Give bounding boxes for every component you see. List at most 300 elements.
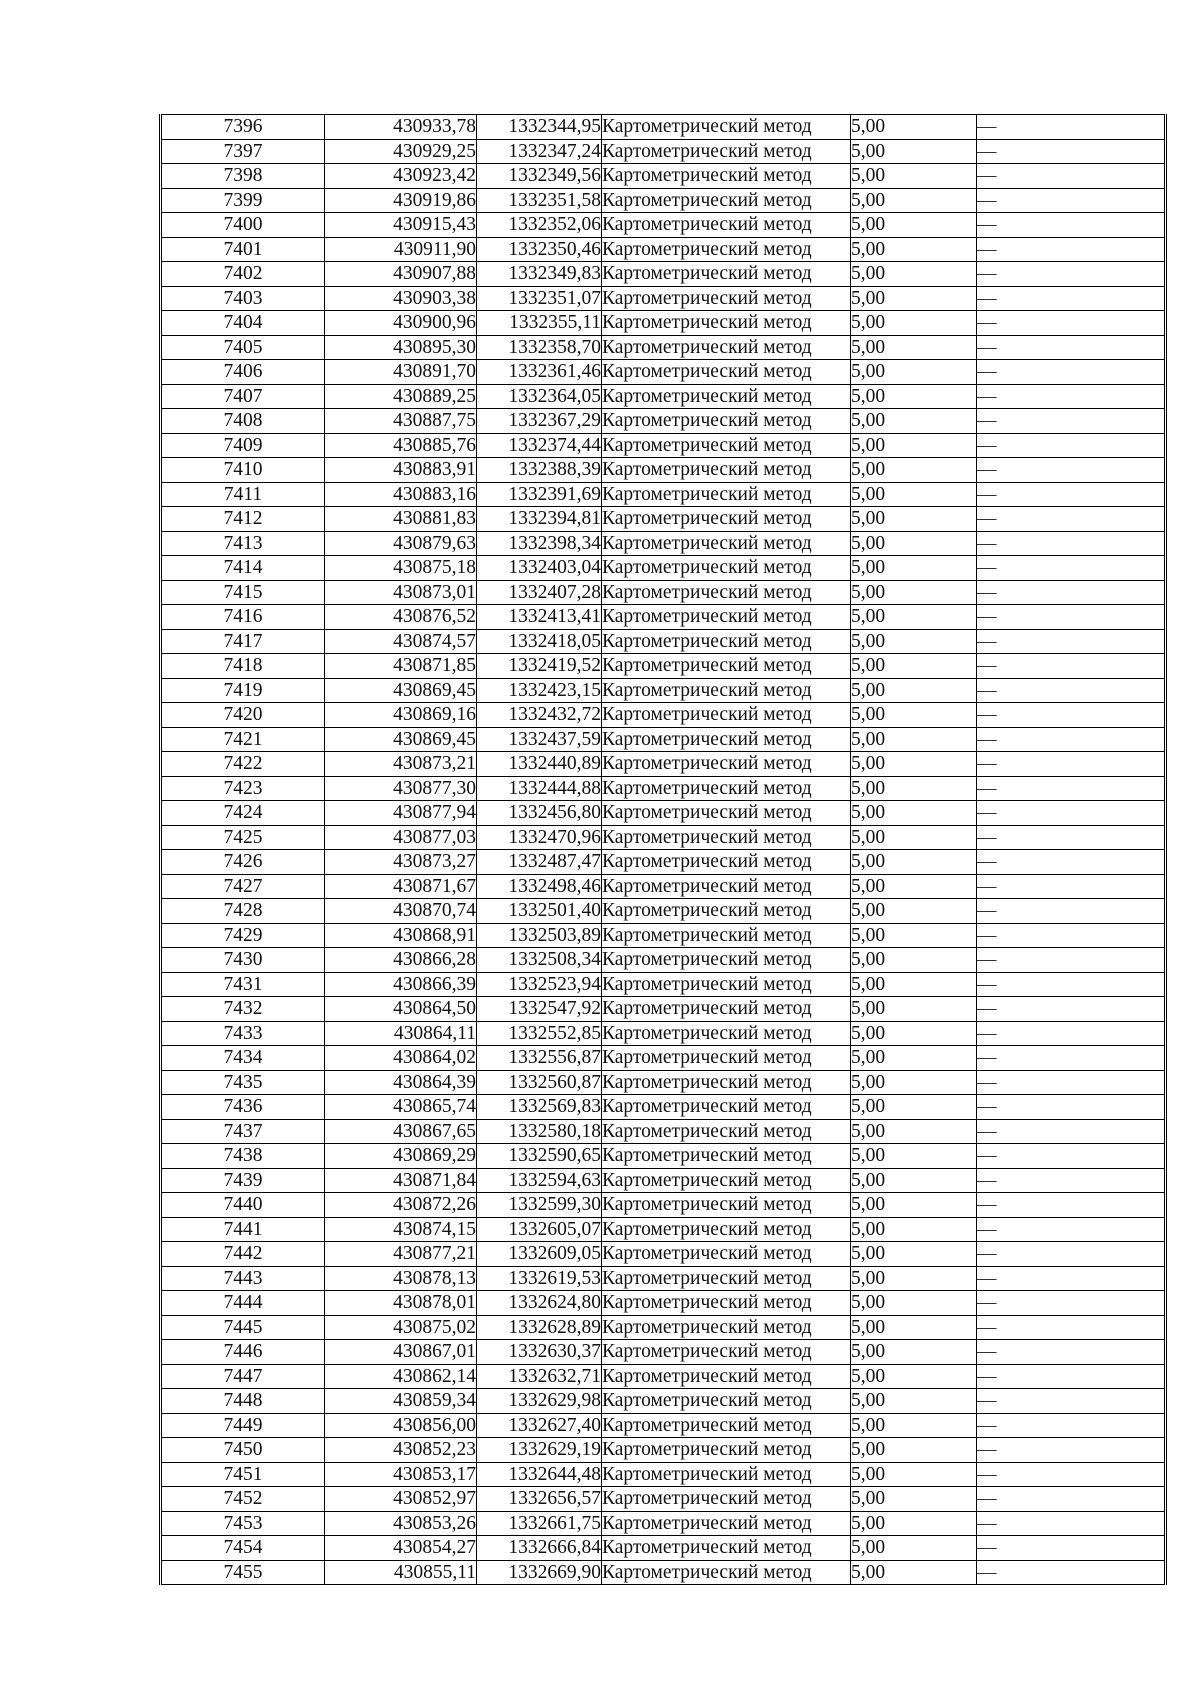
point-number-cell: 7397 <box>161 139 325 164</box>
coordinate-y-cell: 1332501,40 <box>477 899 602 924</box>
coordinate-x-cell: 430866,39 <box>325 972 477 997</box>
coordinate-x-cell: 430852,23 <box>325 1438 477 1463</box>
coordinate-y-cell: 1332590,65 <box>477 1144 602 1169</box>
accuracy-cell: 5,00 <box>851 531 977 556</box>
coordinate-x-cell: 430885,76 <box>325 433 477 458</box>
coordinate-y-cell: 1332487,47 <box>477 850 602 875</box>
coordinate-y-cell: 1332413,41 <box>477 605 602 630</box>
table-row <box>161 972 1166 997</box>
note-cell: — <box>977 727 1166 752</box>
table-row <box>161 1536 1166 1561</box>
table-row <box>161 1560 1166 1585</box>
coordinate-x-cell: 430868,91 <box>325 923 477 948</box>
coordinate-x-cell: 430871,85 <box>325 654 477 679</box>
coordinate-y-cell: 1332666,84 <box>477 1536 602 1561</box>
point-number-cell: 7396 <box>161 115 325 140</box>
note-cell: — <box>977 115 1166 140</box>
accuracy-cell: 5,00 <box>851 629 977 654</box>
point-number-cell: 7415 <box>161 580 325 605</box>
accuracy-cell: 5,00 <box>851 286 977 311</box>
coordinate-y-cell: 1332605,07 <box>477 1217 602 1242</box>
coordinate-y-cell: 1332569,83 <box>477 1095 602 1120</box>
point-number-cell: 7429 <box>161 923 325 948</box>
accuracy-cell: 5,00 <box>851 164 977 189</box>
coordinate-x-cell: 430919,86 <box>325 188 477 213</box>
method-cell: Картометрический метод <box>602 433 851 458</box>
note-cell: — <box>977 1389 1166 1414</box>
coordinate-x-cell: 430853,17 <box>325 1462 477 1487</box>
accuracy-cell: 5,00 <box>851 1340 977 1365</box>
point-number-cell: 7411 <box>161 482 325 507</box>
point-number-cell: 7433 <box>161 1021 325 1046</box>
coordinate-y-cell: 1332351,58 <box>477 188 602 213</box>
coordinates-table-body <box>161 115 1166 1585</box>
note-cell: — <box>977 1462 1166 1487</box>
note-cell: — <box>977 1438 1166 1463</box>
accuracy-cell: 5,00 <box>851 703 977 728</box>
method-cell: Картометрический метод <box>602 164 851 189</box>
accuracy-cell: 5,00 <box>851 115 977 140</box>
note-cell: — <box>977 311 1166 336</box>
method-cell: Картометрический метод <box>602 384 851 409</box>
coordinate-y-cell: 1332349,56 <box>477 164 602 189</box>
table-row <box>161 1291 1166 1316</box>
table-row <box>161 335 1166 360</box>
coordinate-y-cell: 1332629,98 <box>477 1389 602 1414</box>
coordinate-y-cell: 1332498,46 <box>477 874 602 899</box>
coordinate-y-cell: 1332418,05 <box>477 629 602 654</box>
coordinate-x-cell: 430874,57 <box>325 629 477 654</box>
coordinate-y-cell: 1332351,07 <box>477 286 602 311</box>
method-cell: Картометрический метод <box>602 1511 851 1536</box>
table-row <box>161 1168 1166 1193</box>
coordinate-x-cell: 430871,84 <box>325 1168 477 1193</box>
point-number-cell: 7407 <box>161 384 325 409</box>
coordinate-y-cell: 1332423,15 <box>477 678 602 703</box>
method-cell: Картометрический метод <box>602 507 851 532</box>
coordinate-x-cell: 430853,26 <box>325 1511 477 1536</box>
coordinate-y-cell: 1332580,18 <box>477 1119 602 1144</box>
point-number-cell: 7412 <box>161 507 325 532</box>
coordinate-x-cell: 430887,75 <box>325 409 477 434</box>
coordinate-y-cell: 1332437,59 <box>477 727 602 752</box>
coordinate-x-cell: 430875,18 <box>325 556 477 581</box>
accuracy-cell: 5,00 <box>851 1315 977 1340</box>
accuracy-cell: 5,00 <box>851 213 977 238</box>
accuracy-cell: 5,00 <box>851 654 977 679</box>
table-row <box>161 1046 1166 1071</box>
coordinate-x-cell: 430867,01 <box>325 1340 477 1365</box>
point-number-cell: 7440 <box>161 1193 325 1218</box>
point-number-cell: 7410 <box>161 458 325 483</box>
accuracy-cell: 5,00 <box>851 384 977 409</box>
coordinate-x-cell: 430852,97 <box>325 1487 477 1512</box>
method-cell: Картометрический метод <box>602 1487 851 1512</box>
coordinate-y-cell: 1332609,05 <box>477 1242 602 1267</box>
table-row <box>161 433 1166 458</box>
point-number-cell: 7438 <box>161 1144 325 1169</box>
table-row <box>161 360 1166 385</box>
coordinate-y-cell: 1332632,71 <box>477 1364 602 1389</box>
note-cell: — <box>977 850 1166 875</box>
coordinate-y-cell: 1332644,48 <box>477 1462 602 1487</box>
point-number-cell: 7431 <box>161 972 325 997</box>
method-cell: Картометрический метод <box>602 213 851 238</box>
coordinate-y-cell: 1332552,85 <box>477 1021 602 1046</box>
accuracy-cell: 5,00 <box>851 825 977 850</box>
point-number-cell: 7406 <box>161 360 325 385</box>
note-cell: — <box>977 1021 1166 1046</box>
point-number-cell: 7444 <box>161 1291 325 1316</box>
table-row <box>161 801 1166 826</box>
note-cell: — <box>977 972 1166 997</box>
coordinate-y-cell: 1332628,89 <box>477 1315 602 1340</box>
table-row <box>161 458 1166 483</box>
point-number-cell: 7423 <box>161 776 325 801</box>
accuracy-cell: 5,00 <box>851 1266 977 1291</box>
note-cell: — <box>977 384 1166 409</box>
method-cell: Картометрический метод <box>602 923 851 948</box>
accuracy-cell: 5,00 <box>851 507 977 532</box>
table-row <box>161 629 1166 654</box>
accuracy-cell: 5,00 <box>851 335 977 360</box>
method-cell: Картометрический метод <box>602 850 851 875</box>
accuracy-cell: 5,00 <box>851 1193 977 1218</box>
coordinate-x-cell: 430915,43 <box>325 213 477 238</box>
point-number-cell: 7455 <box>161 1560 325 1585</box>
note-cell: — <box>977 1511 1166 1536</box>
method-cell: Картометрический метод <box>602 311 851 336</box>
method-cell: Картометрический метод <box>602 360 851 385</box>
coordinate-y-cell: 1332388,39 <box>477 458 602 483</box>
point-number-cell: 7409 <box>161 433 325 458</box>
coordinate-y-cell: 1332444,88 <box>477 776 602 801</box>
table-row <box>161 507 1166 532</box>
method-cell: Картометрический метод <box>602 1340 851 1365</box>
coordinate-x-cell: 430874,15 <box>325 1217 477 1242</box>
table-row <box>161 164 1166 189</box>
accuracy-cell: 5,00 <box>851 678 977 703</box>
note-cell: — <box>977 825 1166 850</box>
coordinate-x-cell: 430864,02 <box>325 1046 477 1071</box>
coordinate-x-cell: 430877,30 <box>325 776 477 801</box>
note-cell: — <box>977 1070 1166 1095</box>
coordinate-x-cell: 430859,34 <box>325 1389 477 1414</box>
note-cell: — <box>977 752 1166 777</box>
table-row <box>161 678 1166 703</box>
method-cell: Картометрический метод <box>602 629 851 654</box>
point-number-cell: 7417 <box>161 629 325 654</box>
table-row <box>161 384 1166 409</box>
coordinate-y-cell: 1332547,92 <box>477 997 602 1022</box>
point-number-cell: 7427 <box>161 874 325 899</box>
note-cell: — <box>977 335 1166 360</box>
coordinate-x-cell: 430866,28 <box>325 948 477 973</box>
coordinates-table <box>159 114 1167 1585</box>
method-cell: Картометрический метод <box>602 237 851 262</box>
method-cell: Картометрический метод <box>602 1095 851 1120</box>
accuracy-cell: 5,00 <box>851 1242 977 1267</box>
method-cell: Картометрический метод <box>602 899 851 924</box>
table-row <box>161 703 1166 728</box>
note-cell: — <box>977 164 1166 189</box>
method-cell: Картометрический метод <box>602 458 851 483</box>
coordinate-x-cell: 430872,26 <box>325 1193 477 1218</box>
table-row <box>161 188 1166 213</box>
coordinate-y-cell: 1332456,80 <box>477 801 602 826</box>
table-row <box>161 139 1166 164</box>
point-number-cell: 7439 <box>161 1168 325 1193</box>
note-cell: — <box>977 1168 1166 1193</box>
point-number-cell: 7435 <box>161 1070 325 1095</box>
coordinate-x-cell: 430873,27 <box>325 850 477 875</box>
point-number-cell: 7437 <box>161 1119 325 1144</box>
table-row <box>161 825 1166 850</box>
coordinate-x-cell: 430895,30 <box>325 335 477 360</box>
method-cell: Картометрический метод <box>602 482 851 507</box>
table-row <box>161 286 1166 311</box>
accuracy-cell: 5,00 <box>851 556 977 581</box>
table-row <box>161 1511 1166 1536</box>
coordinate-y-cell: 1332470,96 <box>477 825 602 850</box>
accuracy-cell: 5,00 <box>851 1291 977 1316</box>
coordinate-y-cell: 1332508,34 <box>477 948 602 973</box>
point-number-cell: 7403 <box>161 286 325 311</box>
point-number-cell: 7399 <box>161 188 325 213</box>
note-cell: — <box>977 262 1166 287</box>
accuracy-cell: 5,00 <box>851 899 977 924</box>
coordinate-y-cell: 1332355,11 <box>477 311 602 336</box>
accuracy-cell: 5,00 <box>851 1046 977 1071</box>
accuracy-cell: 5,00 <box>851 458 977 483</box>
coordinate-x-cell: 430864,11 <box>325 1021 477 1046</box>
coordinate-y-cell: 1332367,29 <box>477 409 602 434</box>
accuracy-cell: 5,00 <box>851 1364 977 1389</box>
accuracy-cell: 5,00 <box>851 1413 977 1438</box>
method-cell: Картометрический метод <box>602 1193 851 1218</box>
method-cell: Картометрический метод <box>602 1144 851 1169</box>
table-row <box>161 1193 1166 1218</box>
table-row <box>161 1462 1166 1487</box>
note-cell: — <box>977 605 1166 630</box>
coordinate-y-cell: 1332619,53 <box>477 1266 602 1291</box>
note-cell: — <box>977 556 1166 581</box>
coordinate-y-cell: 1332391,69 <box>477 482 602 507</box>
point-number-cell: 7425 <box>161 825 325 850</box>
accuracy-cell: 5,00 <box>851 605 977 630</box>
table-row <box>161 556 1166 581</box>
coordinate-y-cell: 1332364,05 <box>477 384 602 409</box>
coordinate-y-cell: 1332374,44 <box>477 433 602 458</box>
note-cell: — <box>977 923 1166 948</box>
point-number-cell: 7420 <box>161 703 325 728</box>
table-row <box>161 1438 1166 1463</box>
point-number-cell: 7426 <box>161 850 325 875</box>
note-cell: — <box>977 507 1166 532</box>
table-row <box>161 727 1166 752</box>
method-cell: Картометрический метод <box>602 776 851 801</box>
note-cell: — <box>977 1266 1166 1291</box>
accuracy-cell: 5,00 <box>851 360 977 385</box>
note-cell: — <box>977 899 1166 924</box>
coordinate-y-cell: 1332599,30 <box>477 1193 602 1218</box>
point-number-cell: 7432 <box>161 997 325 1022</box>
coordinate-y-cell: 1332669,90 <box>477 1560 602 1585</box>
accuracy-cell: 5,00 <box>851 1487 977 1512</box>
point-number-cell: 7402 <box>161 262 325 287</box>
note-cell: — <box>977 1119 1166 1144</box>
coordinate-x-cell: 430877,94 <box>325 801 477 826</box>
method-cell: Картометрический метод <box>602 1266 851 1291</box>
note-cell: — <box>977 1560 1166 1585</box>
method-cell: Картометрический метод <box>602 1315 851 1340</box>
point-number-cell: 7434 <box>161 1046 325 1071</box>
table-row <box>161 115 1166 140</box>
method-cell: Картометрический метод <box>602 1070 851 1095</box>
point-number-cell: 7442 <box>161 1242 325 1267</box>
point-number-cell: 7424 <box>161 801 325 826</box>
method-cell: Картометрический метод <box>602 262 851 287</box>
coordinate-x-cell: 430889,25 <box>325 384 477 409</box>
note-cell: — <box>977 874 1166 899</box>
coordinate-x-cell: 430903,38 <box>325 286 477 311</box>
coordinate-y-cell: 1332407,28 <box>477 580 602 605</box>
coordinate-y-cell: 1332556,87 <box>477 1046 602 1071</box>
coordinate-x-cell: 430900,96 <box>325 311 477 336</box>
note-cell: — <box>977 139 1166 164</box>
note-cell: — <box>977 1487 1166 1512</box>
method-cell: Картометрический метод <box>602 678 851 703</box>
coordinate-x-cell: 430883,91 <box>325 458 477 483</box>
method-cell: Картометрический метод <box>602 654 851 679</box>
table-row <box>161 1315 1166 1340</box>
table-row <box>161 409 1166 434</box>
table-row <box>161 237 1166 262</box>
coordinate-x-cell: 430878,13 <box>325 1266 477 1291</box>
table-row <box>161 776 1166 801</box>
table-row <box>161 1413 1166 1438</box>
accuracy-cell: 5,00 <box>851 1168 977 1193</box>
accuracy-cell: 5,00 <box>851 188 977 213</box>
coordinate-y-cell: 1332503,89 <box>477 923 602 948</box>
point-number-cell: 7404 <box>161 311 325 336</box>
method-cell: Картометрический метод <box>602 409 851 434</box>
note-cell: — <box>977 776 1166 801</box>
point-number-cell: 7421 <box>161 727 325 752</box>
coordinate-y-cell: 1332560,87 <box>477 1070 602 1095</box>
accuracy-cell: 5,00 <box>851 1536 977 1561</box>
coordinate-x-cell: 430862,14 <box>325 1364 477 1389</box>
coordinate-y-cell: 1332523,94 <box>477 972 602 997</box>
coordinate-x-cell: 430883,16 <box>325 482 477 507</box>
coordinate-y-cell: 1332352,06 <box>477 213 602 238</box>
table-row <box>161 997 1166 1022</box>
coordinate-y-cell: 1332403,04 <box>477 556 602 581</box>
coordinate-x-cell: 430871,67 <box>325 874 477 899</box>
table-row <box>161 899 1166 924</box>
accuracy-cell: 5,00 <box>851 262 977 287</box>
table-row <box>161 1070 1166 1095</box>
note-cell: — <box>977 580 1166 605</box>
coordinate-y-cell: 1332661,75 <box>477 1511 602 1536</box>
table-row <box>161 1266 1166 1291</box>
table-row <box>161 1340 1166 1365</box>
method-cell: Картометрический метод <box>602 1413 851 1438</box>
note-cell: — <box>977 409 1166 434</box>
table-row <box>161 1389 1166 1414</box>
method-cell: Картометрический метод <box>602 605 851 630</box>
coordinate-x-cell: 430877,03 <box>325 825 477 850</box>
table-row <box>161 1364 1166 1389</box>
method-cell: Картометрический метод <box>602 1536 851 1561</box>
accuracy-cell: 5,00 <box>851 1560 977 1585</box>
note-cell: — <box>977 997 1166 1022</box>
accuracy-cell: 5,00 <box>851 997 977 1022</box>
accuracy-cell: 5,00 <box>851 923 977 948</box>
coordinate-y-cell: 1332347,24 <box>477 139 602 164</box>
coordinate-x-cell: 430854,27 <box>325 1536 477 1561</box>
table-row <box>161 752 1166 777</box>
method-cell: Картометрический метод <box>602 1291 851 1316</box>
method-cell: Картометрический метод <box>602 703 851 728</box>
accuracy-cell: 5,00 <box>851 482 977 507</box>
point-number-cell: 7430 <box>161 948 325 973</box>
method-cell: Картометрический метод <box>602 727 851 752</box>
table-row <box>161 1144 1166 1169</box>
accuracy-cell: 5,00 <box>851 409 977 434</box>
coordinate-x-cell: 430869,45 <box>325 678 477 703</box>
point-number-cell: 7446 <box>161 1340 325 1365</box>
method-cell: Картометрический метод <box>602 1168 851 1193</box>
coordinate-x-cell: 430933,78 <box>325 115 477 140</box>
table-row <box>161 948 1166 973</box>
coordinate-x-cell: 430877,21 <box>325 1242 477 1267</box>
note-cell: — <box>977 1315 1166 1340</box>
note-cell: — <box>977 531 1166 556</box>
accuracy-cell: 5,00 <box>851 237 977 262</box>
coordinate-y-cell: 1332629,19 <box>477 1438 602 1463</box>
method-cell: Картометрический метод <box>602 1389 851 1414</box>
note-cell: — <box>977 1536 1166 1561</box>
coordinate-x-cell: 430911,90 <box>325 237 477 262</box>
method-cell: Картометрический метод <box>602 139 851 164</box>
note-cell: — <box>977 433 1166 458</box>
accuracy-cell: 5,00 <box>851 139 977 164</box>
table-row <box>161 605 1166 630</box>
point-number-cell: 7436 <box>161 1095 325 1120</box>
point-number-cell: 7452 <box>161 1487 325 1512</box>
note-cell: — <box>977 213 1166 238</box>
accuracy-cell: 5,00 <box>851 433 977 458</box>
method-cell: Картометрический метод <box>602 286 851 311</box>
coordinate-x-cell: 430881,83 <box>325 507 477 532</box>
note-cell: — <box>977 360 1166 385</box>
coordinate-y-cell: 1332344,95 <box>477 115 602 140</box>
accuracy-cell: 5,00 <box>851 1389 977 1414</box>
accuracy-cell: 5,00 <box>851 1021 977 1046</box>
point-number-cell: 7454 <box>161 1536 325 1561</box>
accuracy-cell: 5,00 <box>851 1462 977 1487</box>
point-number-cell: 7419 <box>161 678 325 703</box>
point-number-cell: 7398 <box>161 164 325 189</box>
note-cell: — <box>977 1217 1166 1242</box>
table-row <box>161 1217 1166 1242</box>
method-cell: Картометрический метод <box>602 1242 851 1267</box>
note-cell: — <box>977 1364 1166 1389</box>
accuracy-cell: 5,00 <box>851 311 977 336</box>
coordinate-x-cell: 430879,63 <box>325 531 477 556</box>
method-cell: Картометрический метод <box>602 1364 851 1389</box>
